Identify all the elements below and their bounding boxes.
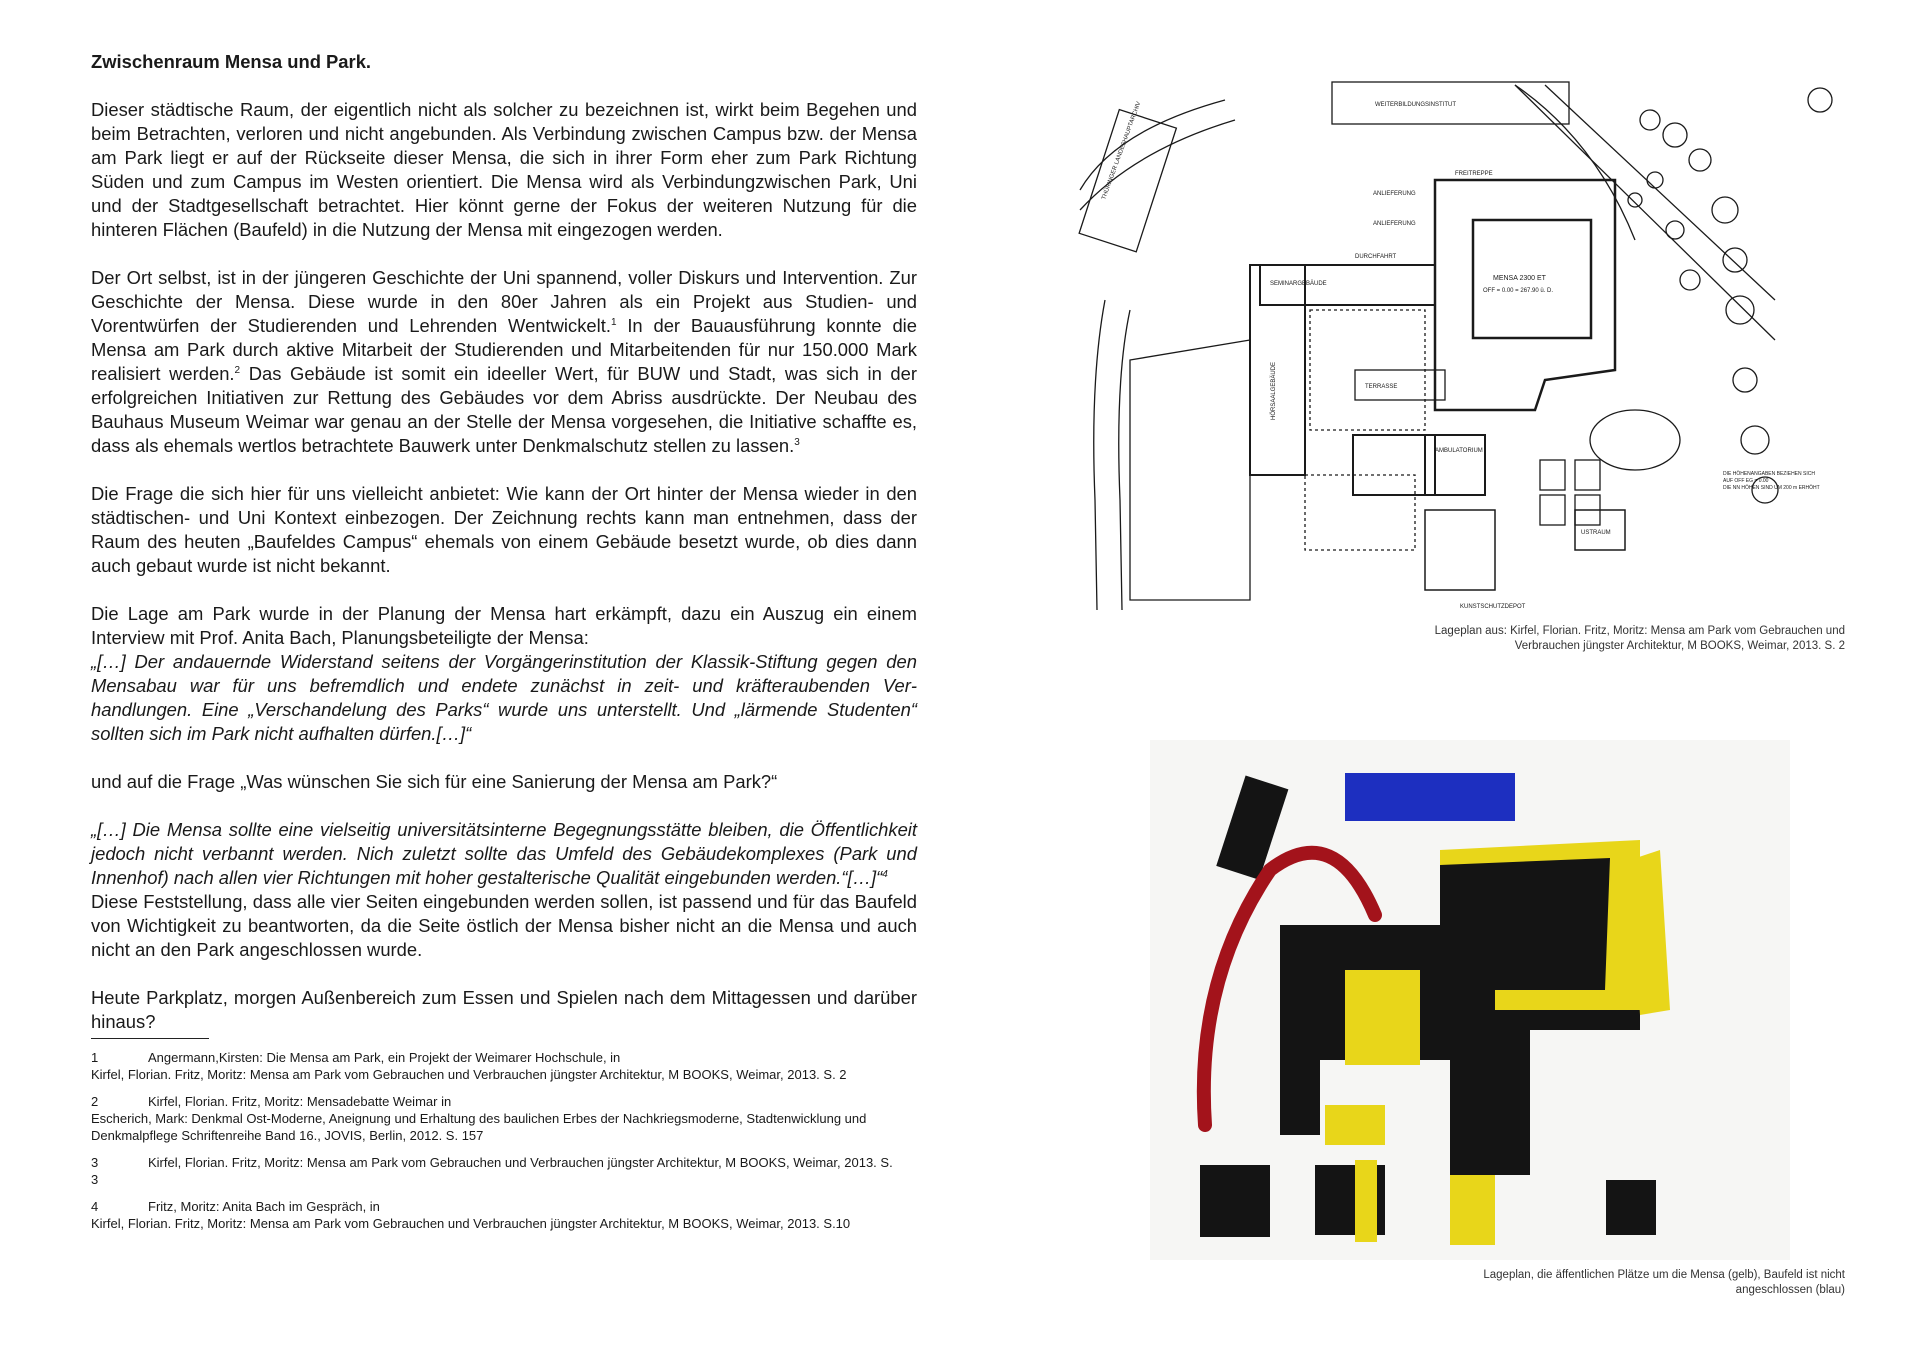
footnote-ref-2[interactable]: 2 xyxy=(234,364,241,376)
footnote-number: 3 xyxy=(91,1155,99,1170)
label-anlieferung-1: ANLIEFERUNG xyxy=(1373,191,1416,197)
quote-meeting-place xyxy=(91,818,917,890)
quote-resistance: „[…] Der andauernde Widerstand seitens der Vorgängerinstitution der Klassik-Stiftung gegen den Mensabau war für uns befremdlich und endete zunächst in zeit- und kräfteraubenden Verhandlungen. Eine „Verschandelung des Parks“ wurde uns unterstellt. Und „lärmende Studenten“ sollten sich im Park nicht aufhalten dürfen.[…]“ xyxy=(91,651,917,744)
yellow-plaza-2 xyxy=(1325,1105,1385,1145)
site-plan-caption-line-1: Lageplan aus: Kirfel, Florian. Fritz, Moritz: Mensa am Park vom Gebrauchen und xyxy=(1434,625,1845,637)
site-plan-caption-line-2: Verbrauchen jüngster Architektur, M BOOKS, Weimar, 2013. S. 2 xyxy=(1514,640,1845,652)
label-freitreppe: FREITREPPE xyxy=(1455,171,1493,177)
color-sketch-figure xyxy=(1150,740,1790,1260)
site-plan-figure xyxy=(1075,80,1845,620)
footnote-number: 4 xyxy=(91,1199,99,1214)
label-terrasse: TERRASSE xyxy=(1365,384,1398,390)
label-hoehen-2: AUF OFF EG = 0.00 xyxy=(1723,478,1769,484)
label-hoersaal: HÖRSAALGEBÄUDE xyxy=(1271,361,1277,420)
paragraph-question: Die Frage die sich hier für uns vielleicht anbietet: Wie kann der Ort hinter der Mensa wieder in den städtischen- und Uni Kontext einbezogen. Der Zeichnung rechts kann man entnehmen, dass der Raum des heuten „Baufeldes Campus“ ehemals von einem Gebäude besetzt wurde, ob dies dann auch gebaut wurde ist nicht bekannt. xyxy=(91,483,917,576)
history-text-a: Der Ort selbst, ist in der jüngeren Geschichte der Uni spannend, voller Diskurs und Intervention. Zur Geschichte der Mensa. Diese wurde in den 80er Jahren als ein Projekt aus Studien- und Vorentwürfen der Studierenden und Lehrenden Wentwickelt. xyxy=(91,267,917,336)
footnote-text: Angermann,Kirsten: Die Mensa am Park, ein Projekt der Weimarer Hochschule, in xyxy=(148,1050,621,1065)
label-seminar: SEMINARGEBÄUDE xyxy=(1270,281,1327,287)
label-kunstschutzdepot: KUNSTSCHUTZDEPOT xyxy=(1460,604,1526,610)
label-ustraum: USTRAUM xyxy=(1581,530,1611,536)
label-anlieferung-2: ANLIEFERUNG xyxy=(1373,221,1416,227)
black-block-bottom-left xyxy=(1200,1165,1270,1237)
sketch-caption-line-2: angeschlossen (blau) xyxy=(1735,1284,1845,1296)
label-hoehen-3: DIE NN HÖHEN SIND UM 200 m ERHÖHT xyxy=(1723,485,1820,491)
label-mensa: MENSA 2300 ET xyxy=(1493,275,1546,282)
article-column xyxy=(91,50,917,1242)
history-text-b: In der Bauausführung konnte die Mensa am Park durch aktive Mitarbeit der Studierenden und Mitarbeitenden für nur 150.000 Mark realisiert werden. xyxy=(91,315,917,384)
footnote-number: 1 xyxy=(91,1050,99,1065)
footnote-ref-1[interactable]: 1 xyxy=(610,316,617,328)
footnote-item xyxy=(91,1198,917,1232)
paragraph-renovation-question: und auf die Frage „Was wünschen Sie sich für eine Sanierung der Mensa am Park?“ xyxy=(91,771,778,792)
footnote-number: 2 xyxy=(91,1094,99,1109)
page-title: Zwischenraum Mensa und Park. xyxy=(91,51,372,72)
black-block-bottom-right xyxy=(1606,1180,1656,1235)
paragraph-history xyxy=(91,266,917,458)
footnote-text-cont: Kirfel, Florian. Fritz, Moritz: Mensa am Park vom Gebrauchen und Verbrauchen jüngster Architektur, M BOOKS, Weimar, 2013. S.10 xyxy=(91,1216,851,1231)
yellow-plaza-1 xyxy=(1345,970,1420,1065)
label-mensa-sub: OFF = 0.00 = 267.90 ü. D. xyxy=(1483,288,1554,294)
site-plan-caption xyxy=(1205,624,1845,654)
footnote-text-cont: Kirfel, Florian. Fritz, Moritz: Mensa am Park vom Gebrauchen und Verbrauchen jüngster Architektur, M BOOKS, Weimar, 2013. S. 2 xyxy=(91,1067,847,1082)
footnote-text: Kirfel, Florian. Fritz, Moritz: Mensadebatte Weimar in xyxy=(148,1094,452,1109)
footnote-text-cont: Escherich, Mark: Denkmal Ost-Moderne, Aneignung und Erhaltung des baulichen Erbes der Nachkriegsmoderne, Stadtenwicklung und Denkmalpflege Schriftenreihe Band 16., JOVIS, Berlin, 2012. S. 157 xyxy=(91,1111,867,1143)
footnote-divider xyxy=(91,1038,209,1039)
footnote-ref-3[interactable]: 3 xyxy=(794,436,800,448)
footnote-item xyxy=(91,1049,917,1083)
paragraph-interview-intro: Die Lage am Park wurde in der Planung der Mensa hart erkämpft, dazu ein Auszug ein einem Interview mit Prof. Anita Bach, Planungsbeteiligte der Mensa: xyxy=(91,603,917,648)
footnote-ref-4[interactable]: 4 xyxy=(882,868,888,880)
label-durchfahrt: DURCHFAHRT xyxy=(1355,254,1397,260)
footnotes xyxy=(91,1049,917,1232)
label-ambulatorium: AMBULATORIUM xyxy=(1435,448,1483,454)
history-text-c: Das Gebäude ist somit ein ideeller Wert, für BUW und Stadt, was sich in der erfolgreichen Initiativen zur Rettung des Gebäudes vor dem Abriss ausdrückte. Der Neubau des Bauhaus Museum Weimar war genau an der Stelle der Mensa vorgesehen, die Initiative schaffte es, dass als ehemals wertlos betrachtete Bauwerk unter Denkmalschutz stellen zu lassen. xyxy=(91,363,918,456)
paragraph-parking: Heute Parkplatz, morgen Außenbereich zum Essen und Spielen nach dem Mittagessen und darüber hinaus? xyxy=(91,987,917,1032)
label-hoehen-1: DIE HÖHENANGABEN BEZIEHEN SICH xyxy=(1723,471,1815,477)
paragraph-four-sides: Diese Feststellung, dass alle vier Seiten eingebunden werden sollen, ist passend und für das Baufeld von Wichtigkeit zu beantworten, da die Seite östlich der Mensa bisher nicht an die Mensa und auch nicht an den Park angeschlossen wurde. xyxy=(91,891,917,960)
sketch-caption-line-1: Lageplan, die äffentlichen Plätze um die Mensa (gelb), Baufeld ist nicht xyxy=(1483,1269,1845,1281)
yellow-plaza-3 xyxy=(1355,1160,1377,1242)
quote-meeting-text: „[…] Die Mensa sollte eine vielseitig universitätsinterne Begegnungsstätte bleiben, die Öffentlichkeit jedoch nicht verbannt werden. Nich zuletzt sollte das Umfeld des Gebäudekomplexes (Park und Innenhof) nach allen vier Richtungen mit hoher gestalterische Qualität eingebunden werden.“[…]“ xyxy=(91,819,917,888)
footnote-text: Kirfel, Florian. Fritz, Moritz: Mensa am Park vom Gebrauchen und Verbrauchen jüngster Architektur, M BOOKS, Weimar, 2013. S. 3 xyxy=(91,1155,893,1187)
label-landesarchiv: THÜRINGER LANDESHAUPTARCHIV xyxy=(1101,100,1143,201)
sketch-caption xyxy=(1205,1268,1845,1298)
label-weiterbildung: WEITERBILDUNGSINSTITUT xyxy=(1375,102,1457,108)
blue-baufeld xyxy=(1345,773,1515,821)
footnote-item xyxy=(91,1154,917,1188)
footnote-text: Fritz, Moritz: Anita Bach im Gespräch, in xyxy=(148,1199,380,1214)
paragraph-intro: Dieser städtische Raum, der eigentlich nicht als solcher zu bezeichnen ist, wirkt beim Begehen und beim Betrachten, verloren und nicht angebunden. Als Verbindung zwischen Campus bzw. der Mensa am Park liegt er auf der Rückseite dieser Mensa, die sich in ihrer Form eher zum Park Richtung Süden und zum Campus im Westen orientiert. Die Mensa wird als Verbindungzwischen Park, Uni und der Stadtgesellschaft betrachtet. Hier könnt gerne der Fokus der weiteren Nutzung für die hinteren Flächen (Baufeld) in die Nutzung der Mensa mit eingezogen werden. xyxy=(91,99,917,240)
footnote-item xyxy=(91,1093,917,1144)
